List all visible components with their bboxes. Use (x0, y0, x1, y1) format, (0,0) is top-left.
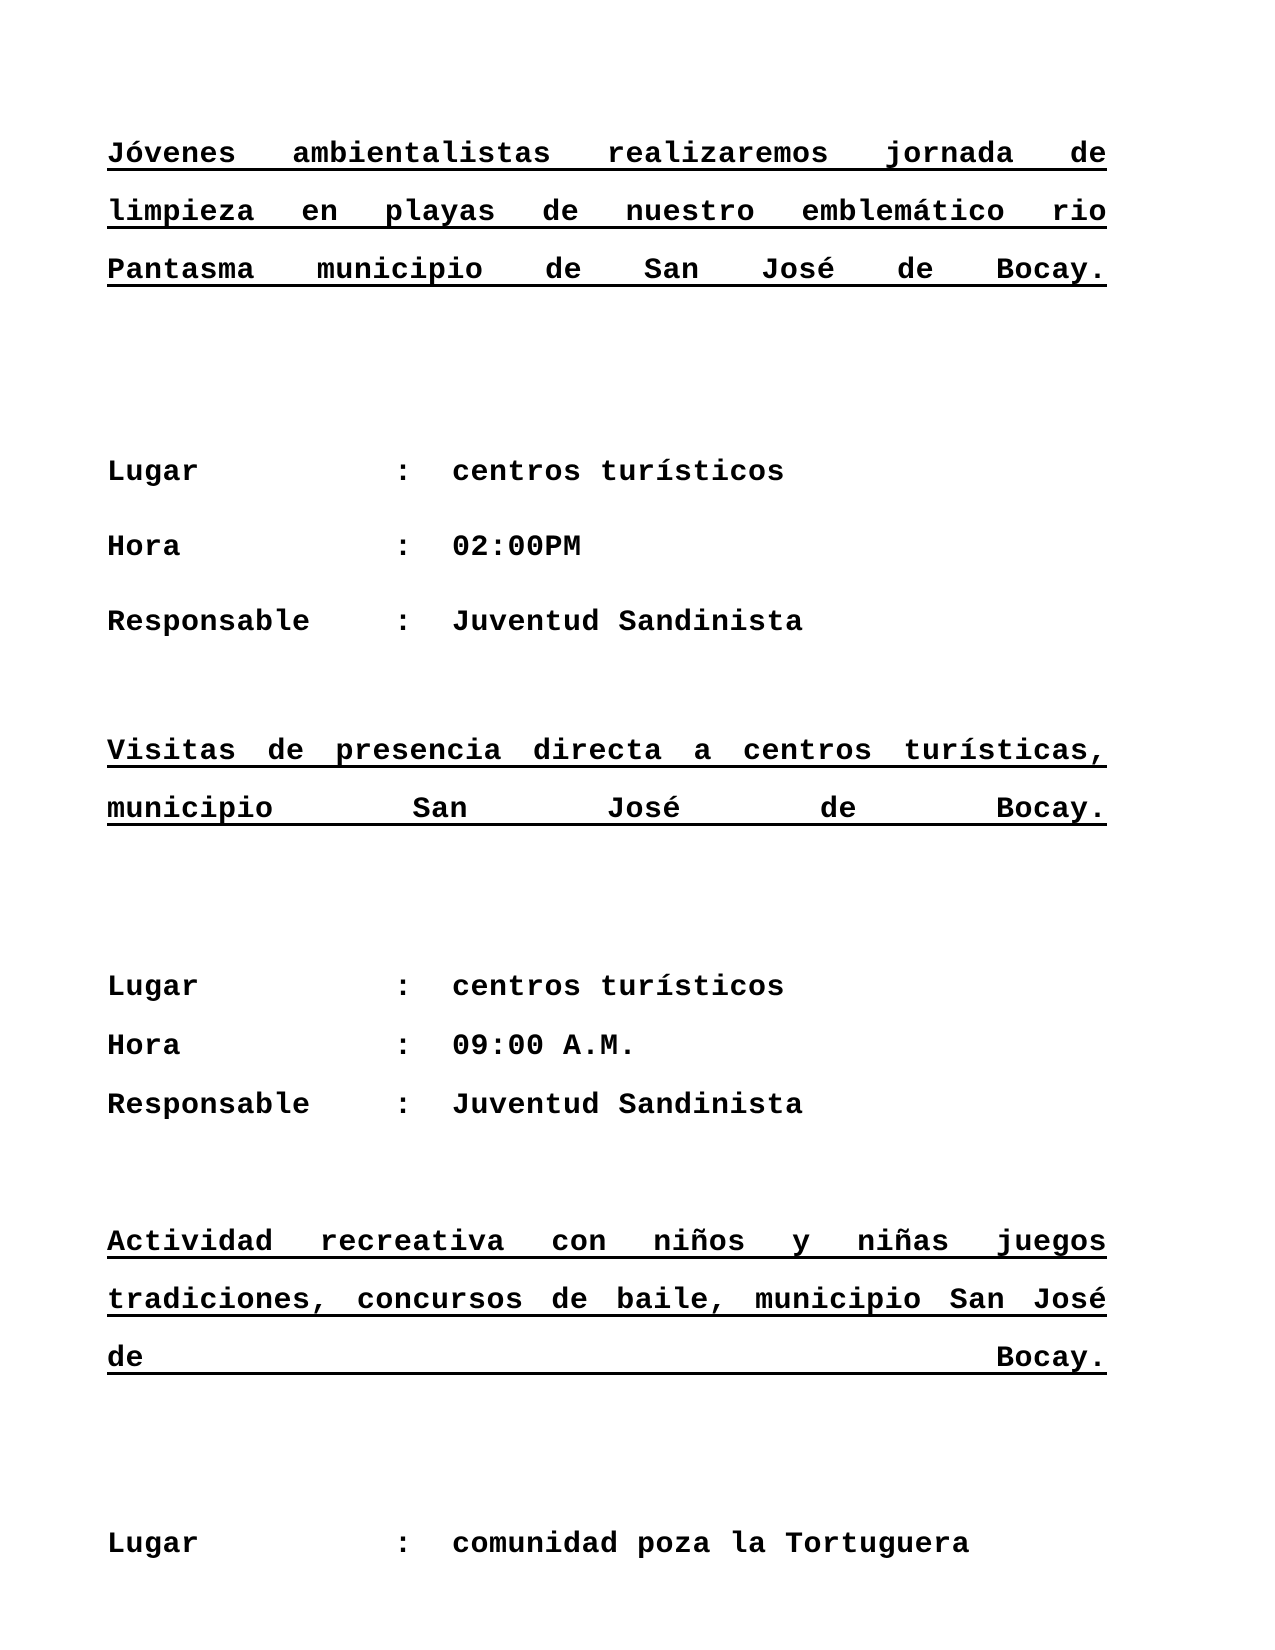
detail-block-1 (107, 436, 1107, 661)
document-body (107, 126, 1107, 1583)
detail-separator: : (394, 531, 413, 565)
detail-row (107, 511, 1107, 586)
spacer (107, 897, 1107, 959)
section-heading-2: Visitas de presencia directa a centros turísticas, municipio San José de Bocay. (107, 735, 1107, 827)
detail-block-2 (107, 959, 1107, 1136)
detail-separator: : (394, 1089, 413, 1123)
detail-row (107, 436, 1107, 511)
detail-value: Juventud Sandinista (452, 606, 804, 640)
detail-separator: : (394, 1528, 413, 1562)
spacer (107, 358, 1107, 436)
detail-block-3 (107, 1508, 1107, 1583)
spacer (107, 1136, 1107, 1214)
spacer (107, 1446, 1107, 1508)
spacer (107, 661, 1107, 723)
detail-row (107, 1077, 1107, 1136)
detail-value: 09:00 A.M. (452, 1030, 638, 1064)
detail-row (107, 959, 1107, 1018)
detail-label: Lugar (107, 1528, 200, 1562)
section-heading-1: Jóvenes ambientalistas realizaremos jornada de limpieza en playas de nuestro emblemático rio Pantasma municipio de San José de Bocay. (107, 138, 1107, 288)
detail-label: Hora (107, 1030, 182, 1064)
detail-value: centros turísticos (452, 456, 786, 490)
detail-separator: : (394, 456, 413, 490)
detail-separator: : (394, 606, 413, 640)
detail-row (107, 1508, 1107, 1583)
section-heading-3: Actividad recreativa con niños y niñas juegos tradiciones, concursos de baile, municipio San José de Bocay. (107, 1226, 1107, 1376)
detail-value: centros turísticos (452, 971, 786, 1005)
detail-separator: : (394, 971, 413, 1005)
detail-value: Juventud Sandinista (452, 1089, 804, 1123)
detail-label: Lugar (107, 456, 200, 490)
detail-value: 02:00PM (452, 531, 582, 565)
detail-row (107, 1018, 1107, 1077)
detail-label: Responsable (107, 1089, 311, 1123)
detail-row (107, 586, 1107, 661)
detail-separator: : (394, 1030, 413, 1064)
detail-value: comunidad poza la Tortuguera (452, 1528, 971, 1562)
detail-label: Lugar (107, 971, 200, 1005)
detail-label: Responsable (107, 606, 311, 640)
detail-label: Hora (107, 531, 182, 565)
